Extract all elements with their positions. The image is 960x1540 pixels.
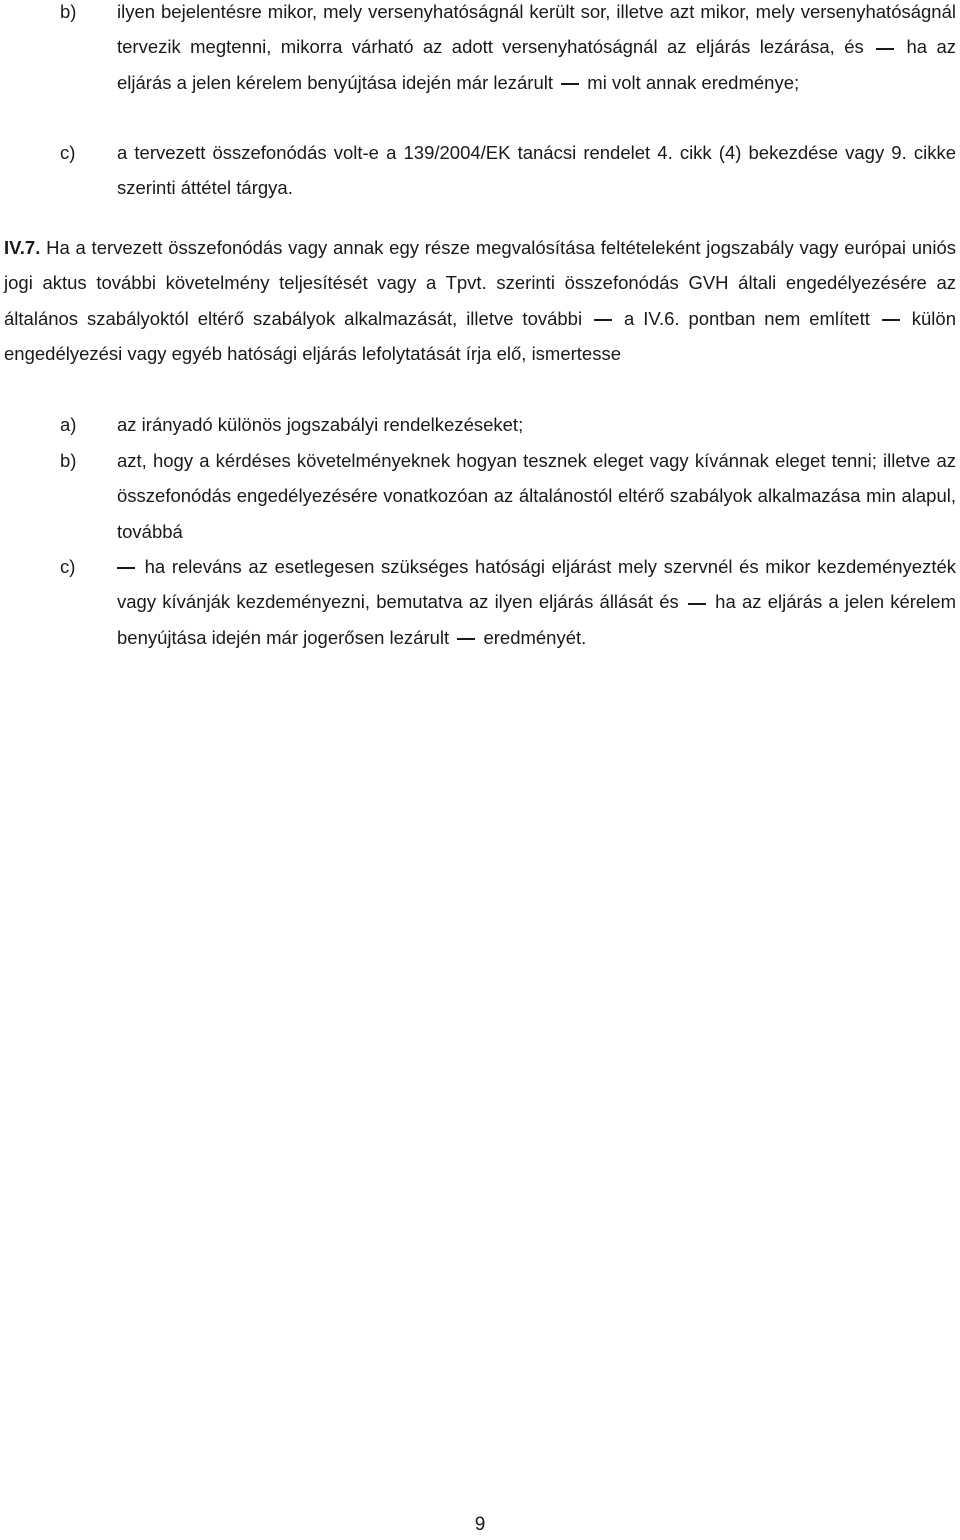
em-dash [457, 638, 475, 640]
em-dash [876, 48, 894, 50]
list-item-text: a tervezett összefonódás volt-e a 139/2004/EK tanácsi rendelet 4. cikk (4) bekezdése vagy 9. cikke szerinti áttétel tárgya. [117, 142, 956, 199]
text-fragment: ilyen bejelentésre mikor, mely versenyhatóságnál került sor, illetve azt mikor, mely versenyhatóságnál tervezik megtenni, mikorra várható az adott versenyhatóságnál az eljárás lezárása, és [117, 1, 956, 58]
list-item-text [117, 0, 956, 100]
list-item-b [60, 443, 956, 549]
section-number: IV.7. [4, 237, 41, 258]
text-fragment: eredményét. [478, 626, 587, 648]
section-paragraph [4, 230, 956, 372]
list-marker: c) [60, 556, 76, 577]
list-item-c [60, 549, 956, 655]
list-item-text: az irányadó különös jogszabályi rendelkezéseket; [117, 414, 524, 435]
list-marker: b) [60, 1, 77, 22]
text-fragment: mi volt annak eredménye; [582, 71, 800, 93]
list-marker: c) [60, 142, 76, 163]
text-fragment: ha az eljárás a jelen kérelem benyújtása idején már lezárult [117, 36, 956, 93]
list-item-c-top [60, 135, 956, 206]
list-marker: b) [60, 450, 77, 471]
em-dash [561, 83, 579, 85]
text-fragment: ha releváns az esetlegesen szükséges hatósági eljárást mely szervnél és mikor kezdeményezték vagy kívánják kezdeményezni, bemutatva az ilyen eljárás állását és [117, 556, 956, 613]
text-fragment: Ha a tervezett összefonódás vagy annak egy része megvalósítása feltételeként jogszabály vagy európai uniós jogi aktus további követelmény teljesítését vagy a Tpvt. szerinti összefonódás GVH általi engedélyezésére az általános szabályoktól eltérő szabályok alkalmazását, illetve további [4, 237, 956, 329]
list-item-b-top [60, 0, 956, 100]
em-dash [688, 603, 706, 605]
text-fragment: ha az eljárás a jelen kérelem benyújtása idején már jogerősen lezárult [117, 591, 956, 648]
em-dash [882, 319, 900, 321]
list-marker: a) [60, 414, 77, 435]
section-iv-7 [4, 230, 956, 372]
text-fragment: a IV.6. pontban nem említett [615, 307, 879, 329]
text-fragment: külön engedélyezési vagy egyéb hatósági eljárás lefolytatását írja elő, ismertesse [4, 307, 956, 365]
em-dash [594, 319, 612, 321]
page-number: 9 [474, 1514, 486, 1535]
list-item-text: azt, hogy a kérdéses követelményeknek hogyan tesznek eleget vagy kívánnak eleget tenni; illetve az összefonódás engedélyezésére vonatkozóan az általánostól eltérő szabályok alkalmazása min alapul, továbbá [117, 450, 956, 542]
em-dash [117, 567, 135, 569]
list-item-a [60, 407, 956, 442]
list-item-text [117, 549, 956, 655]
